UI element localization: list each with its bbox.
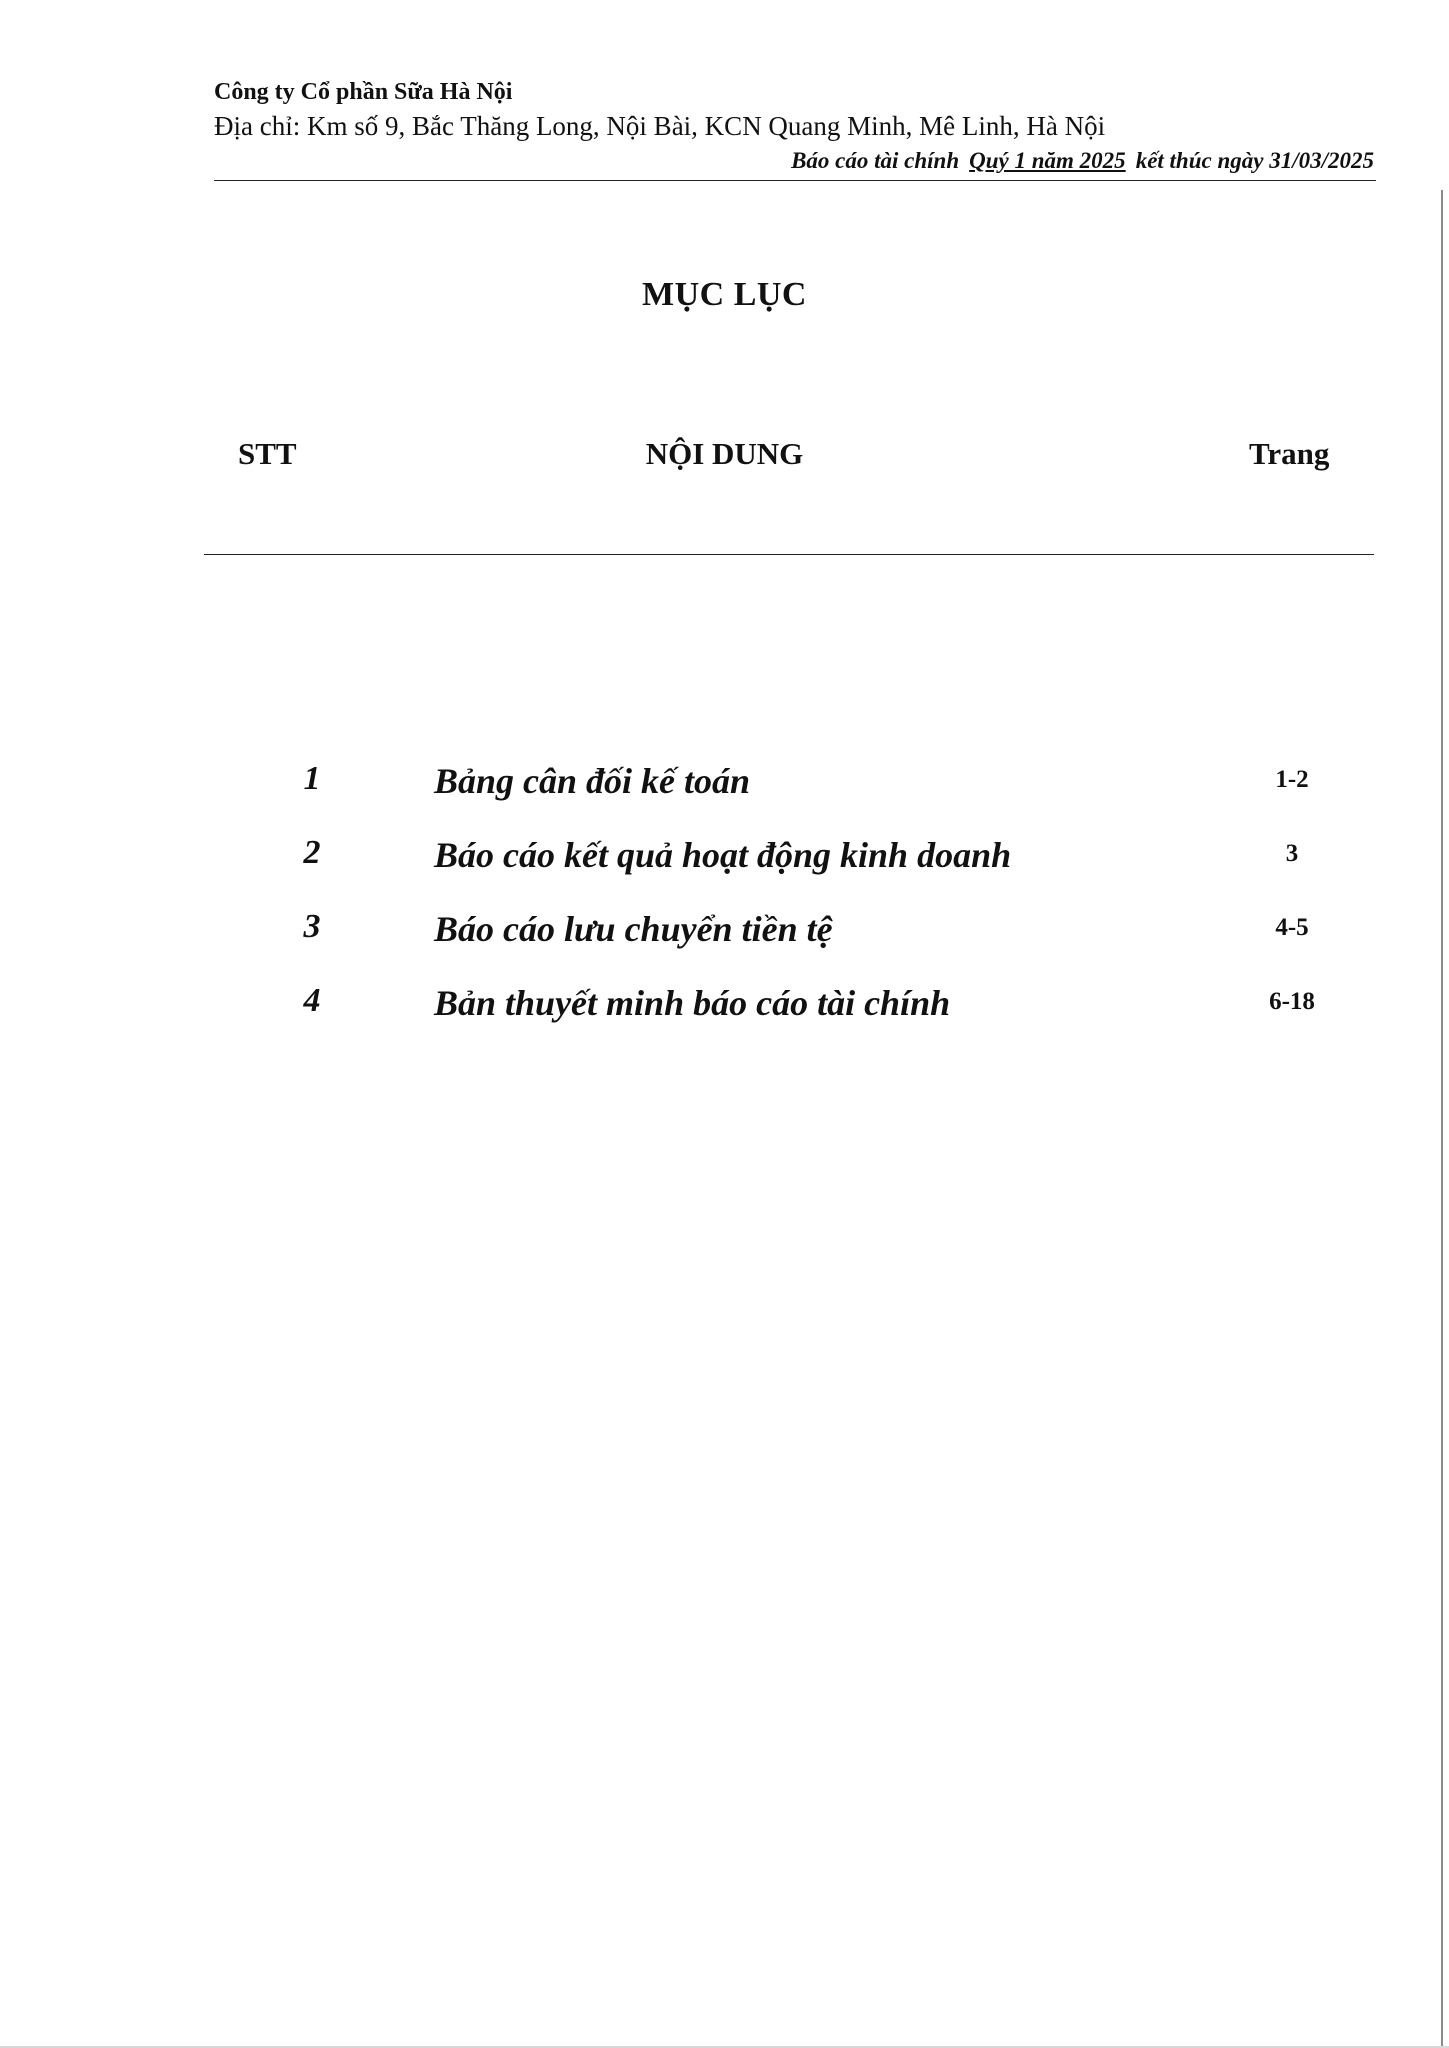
- column-header-content: NỘI DUNG: [645, 436, 804, 471]
- toc-row: [0, 834, 1449, 894]
- toc-row-pages: 6-18: [1269, 988, 1315, 1015]
- toc-row: [0, 908, 1449, 968]
- company-address: Địa chỉ: Km số 9, Bắc Thăng Long, Nội Bài, KCN Quang Minh, Mê Linh, Hà Nội: [214, 111, 1106, 141]
- toc-row: [0, 982, 1449, 1042]
- report-period: Quý 1 năm 2025: [969, 148, 1126, 173]
- company-name: Công ty Cổ phần Sữa Hà Nội: [214, 79, 513, 105]
- toc-row-title: Báo cáo lưu chuyển tiền tệ: [434, 909, 833, 949]
- toc-row-number: 4: [303, 982, 321, 1019]
- report-end-date: kết thúc ngày 31/03/2025: [1135, 148, 1374, 173]
- header-divider: [214, 180, 1376, 181]
- column-header-page: Trang: [1249, 436, 1330, 471]
- toc-row-number: 3: [303, 908, 321, 945]
- report-period-line: [214, 144, 1376, 178]
- toc-row-pages: 1-2: [1275, 766, 1309, 793]
- column-header-stt: STT: [238, 436, 297, 471]
- table-header-divider: [204, 554, 1374, 555]
- toc-title: MỤC LỤC: [642, 276, 807, 313]
- toc-row-title: Báo cáo kết quả hoạt động kinh doanh: [434, 835, 1012, 875]
- toc-row-title: Bảng cân đối kế toán: [434, 761, 751, 801]
- document-header: [214, 76, 1376, 178]
- toc-row-pages: 4-5: [1275, 914, 1309, 941]
- toc-row-number: 1: [303, 760, 321, 797]
- toc-row: [0, 760, 1449, 820]
- toc-row-number: 2: [303, 834, 321, 871]
- report-prefix: Báo cáo tài chính: [791, 148, 960, 173]
- toc-row-pages: 3: [1285, 840, 1299, 867]
- toc-row-title: Bản thuyết minh báo cáo tài chính: [434, 983, 951, 1023]
